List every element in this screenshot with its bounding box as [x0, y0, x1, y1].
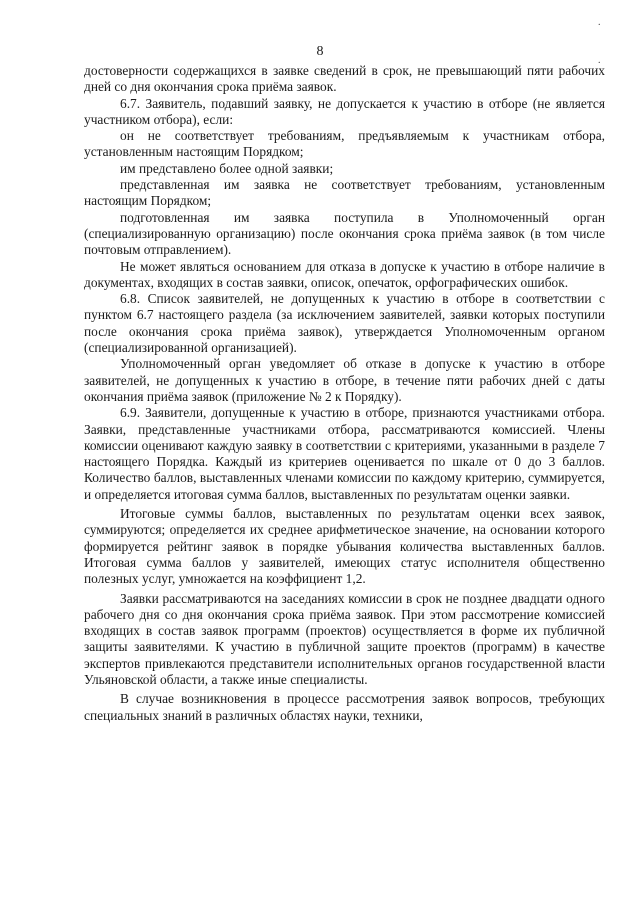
paragraph: Заявки рассматриваются на заседаниях комиссии в срок не позднее двадцати одного рабочего дня со дня окончания срока приёма заявок. При этом рассмотрение комиссией входящих в состав заявок программ (проектов) осуществляется в форме их публичной защиты заявителями. К участию в публичной защите проектов (программ) в качестве экспертов привлекаются представители исполнительных органов государственной власти Ульяновской области, а также иные специалисты.	[84, 590, 605, 687]
paragraph: 6.8. Список заявителей, не допущенных к участию в отборе в соответствии с пунктом 6.7 настоящего раздела (за исключением заявителей, заявки которых поступили после окончания срока приёма заявок), утверждается Уполномоченным органом (специализированной организацией).	[84, 291, 605, 356]
paragraph: он не соответствует требованиям, предъявляемым к участникам отбора, установленным настоящим Порядком;	[84, 128, 605, 160]
paragraph: 6.9. Заявители, допущенные к участию в отборе, признаются участниками отбора. Заявки, представленные участниками отбора, рассматриваются комиссией. Члены комиссии оценивают каждую заявку в соответствии с критериями, указанными в разделе 7 настоящего Порядка. Каждый из критериев оценивается по шкале от 0 до 3 баллов. Количество баллов, выставленных членами комиссии по каждому критерию, суммируется, и определяется итоговая сумма баллов, выставленных по результатам оценки заявки.	[84, 405, 605, 502]
paragraph: достоверности содержащихся в заявке сведений в срок, не превышающий пяти рабочих дней со дня окончания срока приёма заявок.	[84, 63, 605, 95]
paragraph: 6.7. Заявитель, подавший заявку, не допускается к участию в отборе (не является участником отбора), если:	[84, 95, 605, 127]
document-body	[84, 63, 605, 724]
paragraph: подготовленная им заявка поступила в Уполномоченный орган (специализированную организацию) после окончания срока приёма заявок (в том числе почтовым отправлением).	[84, 209, 605, 258]
paragraph: Итоговые суммы баллов, выставленных по результатам оценки всех заявок, суммируются; определяется их среднее арифметическое значение, на основании которого формируется рейтинг заявок в порядке убывания количества выставленных баллов. Итоговая сумма баллов у заявителей, имеющих статус исполнителя общественно полезных услуг, умножается на коэффициент 1,2.	[84, 506, 605, 587]
paragraph: представленная им заявка не соответствует требованиям, установленным настоящим Порядком;	[84, 177, 605, 209]
scan-mark: .	[598, 55, 601, 66]
paragraph: Не может являться основанием для отказа в допуске к участию в отборе наличие в документах, входящих в состав заявки, описок, опечаток, орфографических ошибок.	[84, 258, 605, 290]
paragraph: им представлено более одной заявки;	[120, 160, 334, 176]
paragraph: В случае возникновения в процессе рассмотрения заявок вопросов, требующих специальных знаний в различных областях науки, техники,	[84, 691, 605, 723]
paragraph: Уполномоченный орган уведомляет об отказе в допуске к участию в отборе заявителей, не допущенных к участию в отборе, в течение пяти рабочих дней с даты окончания приёма заявок (приложение № 2 к Порядку).	[84, 356, 605, 404]
scan-mark: .	[598, 17, 601, 28]
page-number: 8	[316, 44, 324, 59]
